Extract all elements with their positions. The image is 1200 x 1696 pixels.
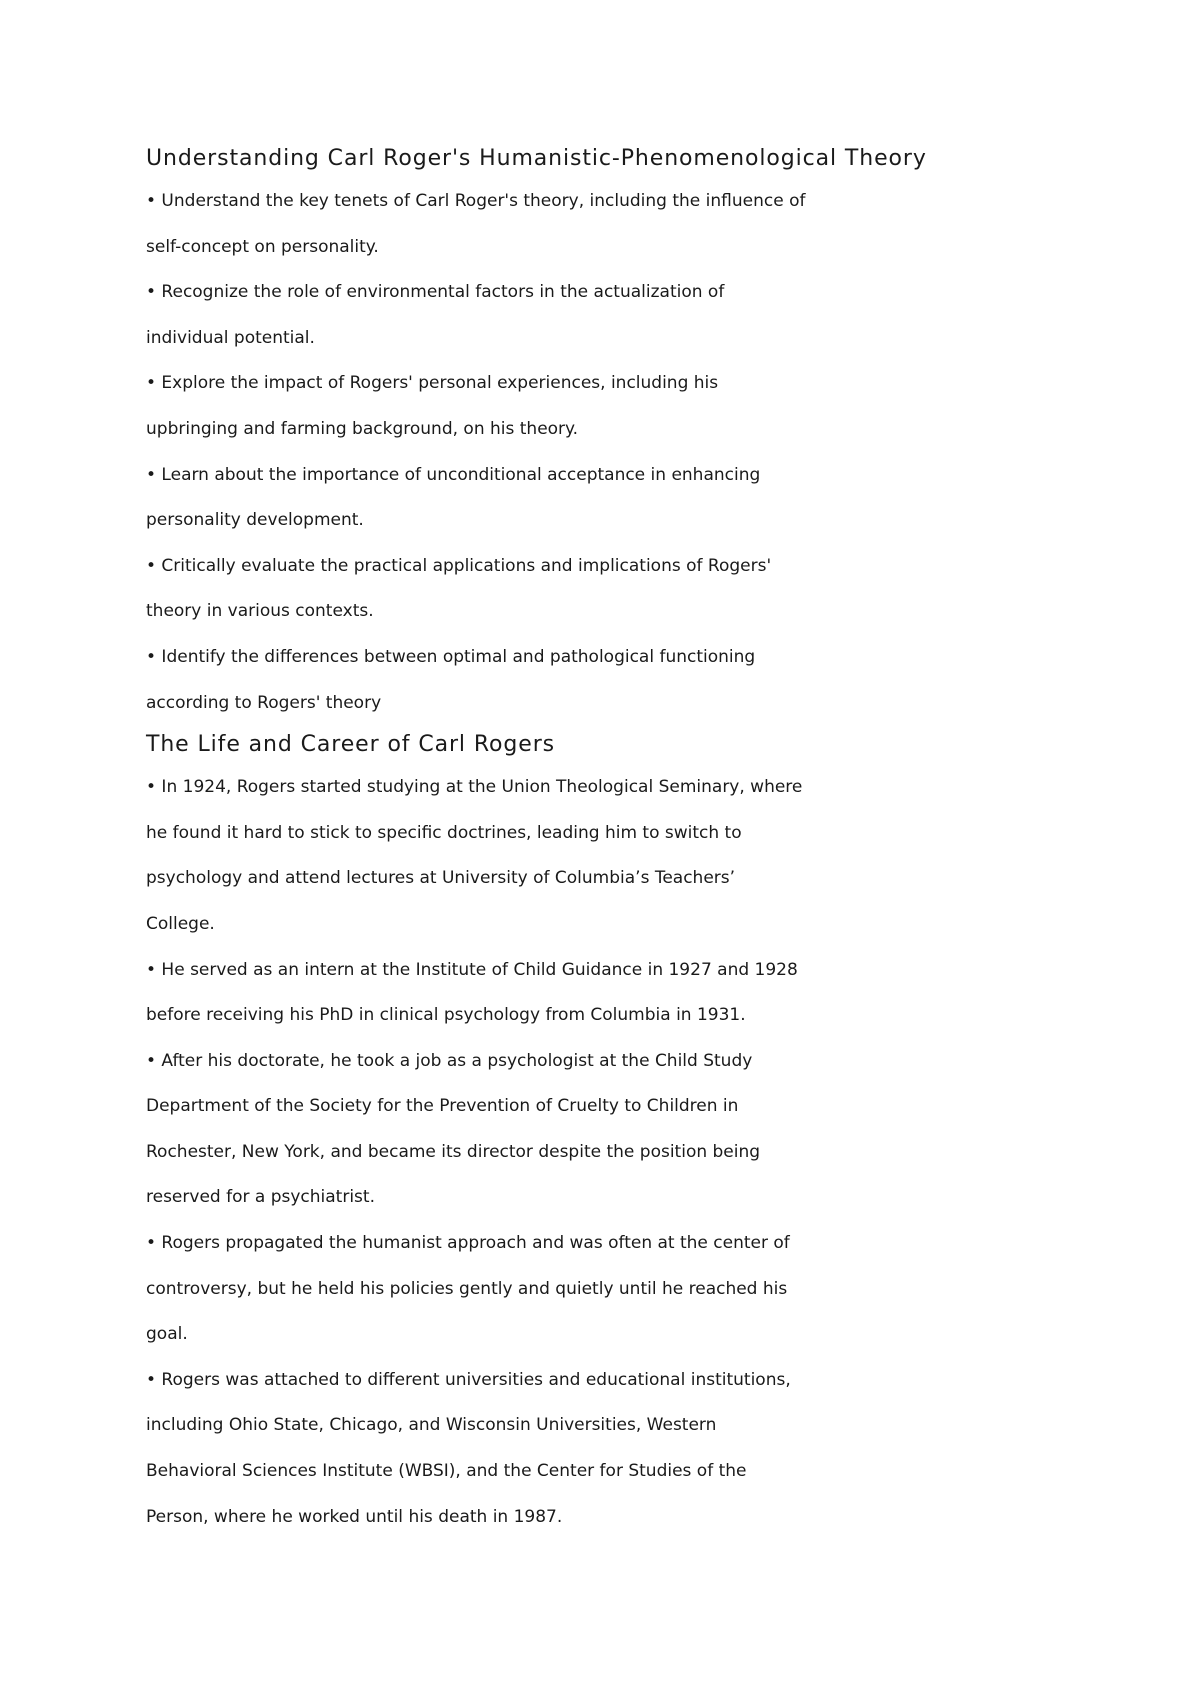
text-line: Behavioral Sciences Institute (WBSI), and the Center for Studies of the xyxy=(146,1461,747,1482)
text-line: • Rogers propagated the humanist approach and was often at the center of xyxy=(146,1233,790,1254)
text-line: • Understand the key tenets of Carl Roger's theory, including the influence of xyxy=(146,191,806,211)
text-line: goal. xyxy=(146,1324,188,1345)
text-line: • Explore the impact of Rogers' personal experiences, including his xyxy=(146,373,719,394)
text-line: before receiving his PhD in clinical psychology from Columbia in 1931. xyxy=(146,1005,746,1026)
text-line: • After his doctorate, he took a job as a psychologist at the Child Study xyxy=(146,1050,753,1071)
text-line: upbringing and farming background, on his theory. xyxy=(146,418,579,439)
text-line: according to Rogers' theory xyxy=(146,692,382,713)
text-line: Rochester, New York, and became its director despite the position being xyxy=(146,1141,761,1162)
text-line: controversy, but he held his policies gently and quietly until he reached his xyxy=(146,1278,788,1299)
text-line: • Identify the differences between optimal and pathological functioning xyxy=(146,646,756,667)
section-lines xyxy=(146,179,1106,726)
text-line: theory in various contexts. xyxy=(146,601,374,622)
text-line: • Critically evaluate the practical applications and implications of Rogers' xyxy=(146,555,772,576)
section-theory xyxy=(146,140,1106,726)
text-line: • Recognize the role of environmental factors in the actualization of xyxy=(146,282,725,303)
text-line: Department of the Society for the Prevention of Cruelty to Children in xyxy=(146,1096,739,1117)
text-line: • In 1924, Rogers started studying at the Union Theological Seminary, where xyxy=(146,777,803,798)
text-line: including Ohio State, Chicago, and Wisconsin Universities, Western xyxy=(146,1415,717,1436)
section-heading: The Life and Career of Carl Rogers xyxy=(146,732,556,758)
text-line: psychology and attend lectures at University of Columbia’s Teachers’ xyxy=(146,868,736,889)
text-line: • Learn about the importance of unconditional acceptance in enhancing xyxy=(146,464,761,485)
text-line: reserved for a psychiatrist. xyxy=(146,1187,375,1208)
text-line: he found it hard to stick to specific doctrines, leading him to switch to xyxy=(146,822,742,843)
section-heading: Understanding Carl Roger's Humanistic-Phenomenological Theory xyxy=(146,146,927,171)
text-line: individual potential. xyxy=(146,327,315,348)
section-lines xyxy=(146,765,1106,1540)
section-life-career xyxy=(146,726,1106,1540)
document-page xyxy=(146,140,1106,1540)
text-line: Person, where he worked until his death in 1987. xyxy=(146,1506,563,1527)
text-line: College. xyxy=(146,913,215,934)
text-line: self-concept on personality. xyxy=(146,236,379,257)
text-line: personality development. xyxy=(146,510,364,531)
text-line: • He served as an intern at the Institute of Child Guidance in 1927 and 1928 xyxy=(146,959,798,980)
text-line: • Rogers was attached to different universities and educational institutions, xyxy=(146,1369,791,1390)
